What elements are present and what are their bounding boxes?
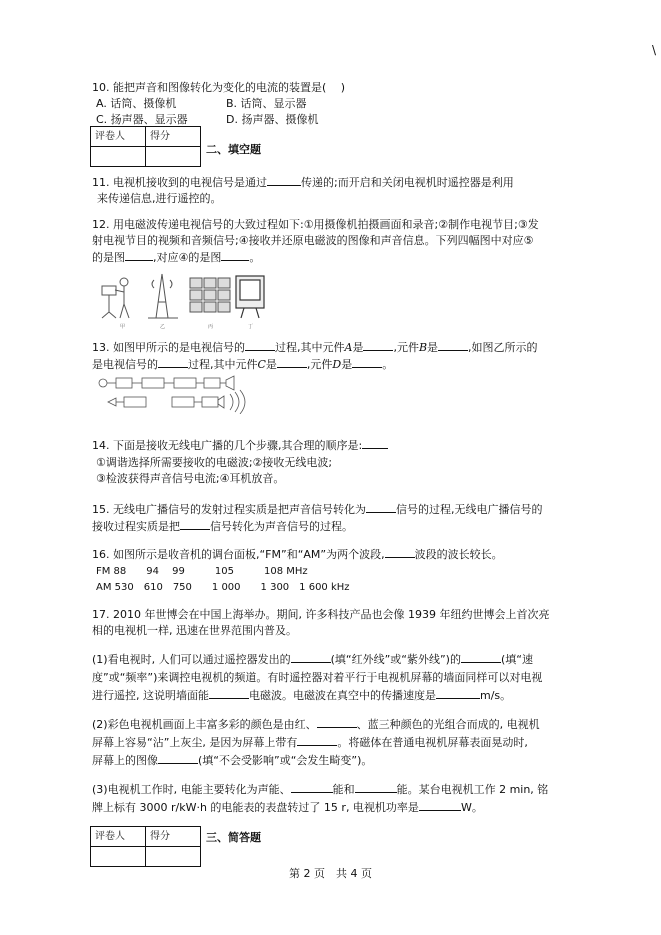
q17-part2-line3	[92, 753, 372, 769]
q16-fm-scale: FM 88 94 99 105 108 MHz	[96, 566, 308, 577]
q17-part3-line1	[92, 782, 548, 798]
q17-part2-line2	[92, 735, 528, 751]
score-table-header-grader: 评卷人	[91, 127, 146, 147]
q17-text: 、蓝三种颜色的光组合而成的, 电视机	[356, 718, 540, 731]
q13-text: 13. 如图甲所示的是电视信号的	[92, 341, 245, 354]
blank	[158, 357, 188, 368]
corner-mark: \	[652, 43, 657, 57]
q15-text: 信号转化为声音信号的过程。	[210, 520, 353, 533]
q13-text: 是电视信号的	[92, 358, 158, 371]
score-table-cell	[146, 147, 201, 167]
q17-text: 屏幕上的图像	[92, 754, 158, 767]
q17-text: 能。某台电视机工作 2 min, 铭	[396, 783, 549, 796]
blank	[436, 688, 480, 699]
q13-text: 。	[382, 358, 394, 371]
q16-am-scale: AM 530 610 750 1 000 1 300 1 600 kHz	[96, 582, 350, 593]
score-table-header-score: 得分	[146, 127, 201, 147]
q14-line3: ③检波获得声音信号电流;④耳机放音。	[96, 472, 285, 485]
q17-part3-line2	[92, 800, 483, 816]
q13-element-b: B	[418, 341, 428, 354]
blank	[209, 688, 249, 699]
q10-option-c: C. 扬声器、显示器	[96, 113, 188, 126]
speaker-icon	[226, 376, 234, 390]
blank	[180, 519, 210, 530]
score-table-cell	[146, 847, 201, 867]
block-d	[202, 397, 218, 407]
q10-stem: 10. 能把声音和图像转化为变化的电流的装置是( )	[92, 81, 346, 94]
block-amplifier	[174, 378, 196, 388]
camera-lens-icon	[99, 379, 107, 387]
q13-element-a: A	[344, 341, 353, 354]
score-table	[90, 826, 201, 867]
q15-line2	[92, 519, 353, 535]
score-table-header-score: 得分	[146, 827, 201, 847]
blank	[366, 502, 396, 513]
blank	[158, 753, 198, 764]
q17-text: (填“不会受影响”或“会发生畸变”)。	[198, 754, 373, 767]
figure-label: 丁	[248, 324, 254, 330]
blank	[125, 250, 153, 261]
q13-line1	[92, 340, 538, 356]
q17-part2-line1	[92, 717, 540, 733]
section-title-fill-blank: 二、填空题	[206, 143, 261, 156]
score-table-cell	[91, 147, 146, 167]
q13-text: 是	[341, 358, 353, 371]
blank	[355, 782, 397, 793]
blank	[419, 800, 461, 811]
blank	[297, 735, 337, 746]
q17-text: 进行遥控, 这说明墙面能	[92, 689, 209, 702]
q16-stem	[92, 547, 503, 563]
q14-stem	[92, 438, 388, 454]
figure-camera-operator-icon	[102, 278, 129, 318]
figure-label: 丙	[208, 324, 214, 330]
blank	[352, 357, 382, 368]
q16-text: 16. 如图所示是收音机的调台面板,“FM”和“AM”为两个波段,	[92, 548, 385, 561]
microphone-icon	[108, 398, 116, 406]
q15-text: 信号的过程,无线电广播信号的	[396, 503, 543, 516]
figure-broadcast-tower-icon	[148, 274, 178, 318]
q17-text: 能和	[332, 783, 355, 796]
q13-text: 是	[265, 358, 277, 371]
q14-text: 14. 下面是接收无线电广播的几个步骤,其合理的顺序是:	[92, 439, 363, 452]
section-title-short-answer: 三、简答题	[206, 831, 261, 844]
block-a	[116, 378, 132, 388]
q12-line2: 射电视节目的视频和音频信号;④接收并还原电磁波的图像和声音信息。下列四幅图中对应⑤	[92, 234, 534, 247]
blank	[438, 340, 468, 351]
q10-option-d: D. 扬声器、摄像机	[226, 113, 319, 126]
q15-text: 15. 无线电广播信号的发射过程实质是把声音信号转化为	[92, 503, 366, 516]
q13-text: 过程,其中元件	[275, 341, 345, 354]
receiver-speaker-icon	[218, 396, 224, 408]
q17-text: (2)彩色电视机画面上丰富多彩的颜色是由红、	[92, 718, 317, 731]
q17-part1-line3	[92, 688, 511, 704]
blank	[362, 438, 388, 449]
q12-text: ,对应④的是图	[153, 251, 222, 264]
radio-wave-icon	[230, 390, 245, 414]
blank	[277, 357, 307, 368]
q15-line1	[92, 502, 543, 518]
q13-text: ,元件	[306, 358, 333, 371]
q17-part1-line1	[92, 652, 533, 668]
q12-text: 。	[249, 251, 261, 264]
q17-text: (1)看电视时, 人们可以通过遥控器发出的	[92, 653, 291, 666]
q13-line2	[92, 357, 393, 373]
blank	[291, 652, 331, 663]
q15-text: 接收过程实质是把	[92, 520, 180, 533]
q10-option-a: A. 话筒、摄像机	[96, 97, 177, 110]
blank	[245, 340, 275, 351]
block-b	[204, 378, 220, 388]
q16-text: 波段的波长较长。	[414, 548, 503, 561]
q17-text: (填“速	[500, 653, 533, 666]
score-table-cell	[91, 847, 146, 867]
q10-option-b: B. 话筒、显示器	[226, 97, 307, 110]
q12-line1: 12. 用电磁波传递电视信号的大致过程如下:①用摄像机拍摄画面和录音;②制作电视节目;③发	[92, 218, 539, 231]
q13-signal-diagram	[98, 374, 268, 414]
q17-part1-line2: 度”或“频率”)来调控电视机的频道。有时遥控器对着平行于电视机屏幕的墙面同样可以对电视	[92, 671, 543, 684]
score-table-header-grader: 评卷人	[91, 827, 146, 847]
q13-text: 是	[427, 341, 439, 354]
q17-text: W。	[460, 801, 483, 814]
figure-label: 乙	[160, 324, 166, 330]
blank	[291, 782, 333, 793]
blank	[267, 175, 301, 186]
q13-element-d: D	[332, 358, 342, 371]
q11-text: 传递的;而开启和关闭电视机时遥控器是利用	[301, 176, 514, 189]
q17-text: 。将磁体在普通电视机屏幕表面晃动时,	[337, 736, 528, 749]
q12-line3	[92, 250, 260, 266]
page-footer: 第 2 页 共 4 页	[289, 867, 372, 880]
block-modulator	[142, 378, 164, 388]
blank	[221, 250, 249, 261]
blank	[317, 717, 357, 728]
q13-text: ,如图乙所示的	[468, 341, 538, 354]
q12-text: 的是图	[92, 251, 125, 264]
block-c	[124, 397, 146, 407]
q17-line1: 17. 2010 年世博会在中国上海举办。期间, 许多科技产品也会像 1939 年纽约世博会上首次亮	[92, 608, 550, 621]
figure-monitor-wall-icon	[190, 278, 230, 312]
block-demodulator	[172, 397, 194, 407]
q11-text: 11. 电视机接收到的电视信号是通过	[92, 176, 267, 189]
q17-line2: 相的电视机一样, 迅速在世界范围内普及。	[92, 624, 297, 637]
q17-text: 牌上标有 3000 r/kW·h 的电能表的表盘转过了 15 r, 电视机功率是	[92, 801, 419, 814]
q17-text: m/s。	[480, 689, 512, 702]
q12-figure-strip	[98, 272, 268, 330]
blank	[385, 547, 415, 558]
blank	[363, 340, 393, 351]
score-table	[90, 126, 201, 167]
q17-text: (3)电视机工作时, 电能主要转化为声能、	[92, 783, 291, 796]
q14-line2: ①调谐选择所需要接收的电磁波;②接收无线电波;	[96, 456, 333, 469]
q13-element-c: C	[257, 358, 266, 371]
q11-line1	[92, 175, 514, 191]
q17-text: (填“红外线”或“紫外线”)的	[330, 653, 461, 666]
blank	[461, 652, 501, 663]
q17-text: 屏幕上容易“沾”上灰尘, 是因为屏幕上带有	[92, 736, 298, 749]
q13-text: 是	[352, 341, 364, 354]
q17-text: 电磁波。电磁波在真空中的传播速度是	[249, 689, 436, 702]
figure-label: 甲	[120, 324, 126, 330]
figure-tv-set-icon	[236, 276, 264, 318]
q13-text: 过程,其中元件	[188, 358, 258, 371]
q13-text: ,元件	[393, 341, 419, 354]
q11-line2: 来传递信息,进行遥控的。	[97, 192, 222, 205]
